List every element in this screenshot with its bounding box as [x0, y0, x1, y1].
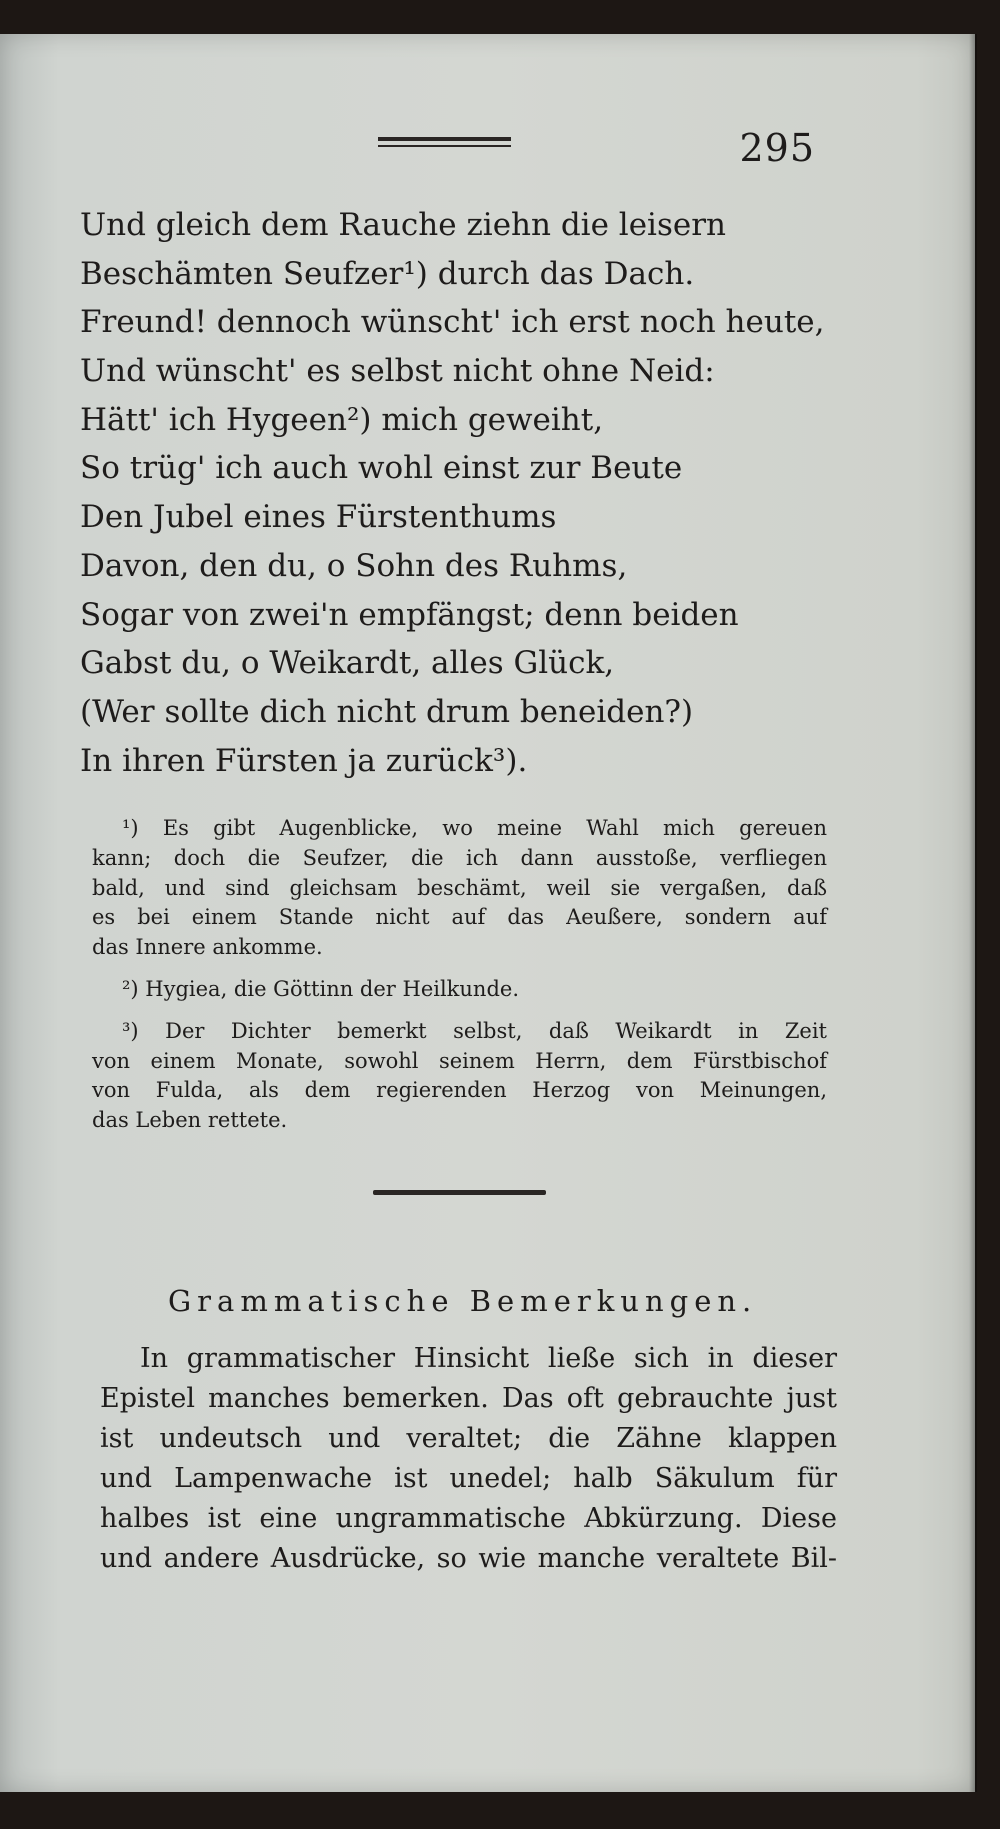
verse-line: Gabst du, o Weikardt, alles Glück, — [80, 645, 615, 682]
verse-line: Den Jubel eines Fürstenthums — [80, 499, 557, 536]
prose-line: und Lampenwache ist unedel; halb Säkulum für — [100, 1463, 837, 1494]
footnote-1-line: kann; doch die Seufzer, die ich dann ausstoße, verfliegen — [92, 845, 827, 870]
section-divider — [373, 1190, 546, 1195]
page-number: 295 — [739, 126, 815, 170]
footnote-1-line: ¹) Es gibt Augenblicke, wo meine Wahl mich gereuen — [122, 816, 827, 840]
verse-line: So trüg' ich auch wohl einst zur Beute — [80, 450, 683, 487]
prose-line: ist undeutsch und veraltet; die Zähne klappen — [100, 1423, 837, 1454]
header-rule — [378, 137, 511, 147]
prose-line: Epistel manches bemerken. Das oft gebrauchte just — [100, 1383, 837, 1414]
verse-line: Hätt' ich Hygeen²) mich geweiht, — [80, 401, 604, 438]
prose-line: In grammatischer Hinsicht ließe sich in dieser — [140, 1343, 837, 1374]
verse-line: Davon, den du, o Sohn des Ruhms, — [80, 547, 628, 584]
footnote-1-line: bald, und sind gleichsam beschämt, weil sie vergaßen, daß — [92, 875, 827, 900]
footnote-3-line: das Leben rettete. — [92, 1108, 288, 1133]
book-page — [0, 34, 975, 1792]
footnote-3-line: von Fulda, als dem regierenden Herzog von Meinungen, — [92, 1078, 827, 1103]
section-heading: Grammatische Bemerkungen. — [168, 1284, 758, 1318]
prose-paragraph — [100, 1339, 837, 1579]
verse-line: In ihren Fürsten ja zurück³). — [80, 742, 528, 779]
footnotes — [92, 814, 827, 1136]
verse-line: (Wer sollte dich nicht drum beneiden?) — [80, 693, 694, 730]
prose-line: halbes ist eine ungrammatische Abkürzung. Diese — [100, 1503, 837, 1534]
footnote-3-line: ³) Der Dichter bemerkt selbst, daß Weikardt in Zeit — [122, 1018, 827, 1043]
verse-line: Beschämten Seufzer¹) durch das Dach. — [80, 255, 695, 292]
verse-line: Freund! dennoch wünscht' ich erst noch heute, — [80, 304, 825, 341]
prose-line: und andere Ausdrücke, so wie manche veraltete Bil- — [100, 1543, 837, 1574]
footnote-3-line: von einem Monate, sowohl seinem Herrn, dem Fürstbischof — [92, 1048, 827, 1073]
footnote-1-line: es bei einem Stande nicht auf das Aeußere, sondern auf — [92, 905, 827, 930]
verse-line: Und wünscht' es selbst nicht ohne Neid: — [80, 353, 715, 390]
poem-verse — [80, 201, 825, 785]
footnote-1-line: das Innere ankomme. — [92, 935, 323, 960]
verse-line: Sogar von zwei'n empfängst; denn beiden — [80, 596, 739, 633]
verse-line: Und gleich dem Rauche ziehn die leisern — [80, 207, 727, 243]
footnote-2-line: ²) Hygiea, die Göttinn der Heilkunde. — [122, 976, 520, 1001]
